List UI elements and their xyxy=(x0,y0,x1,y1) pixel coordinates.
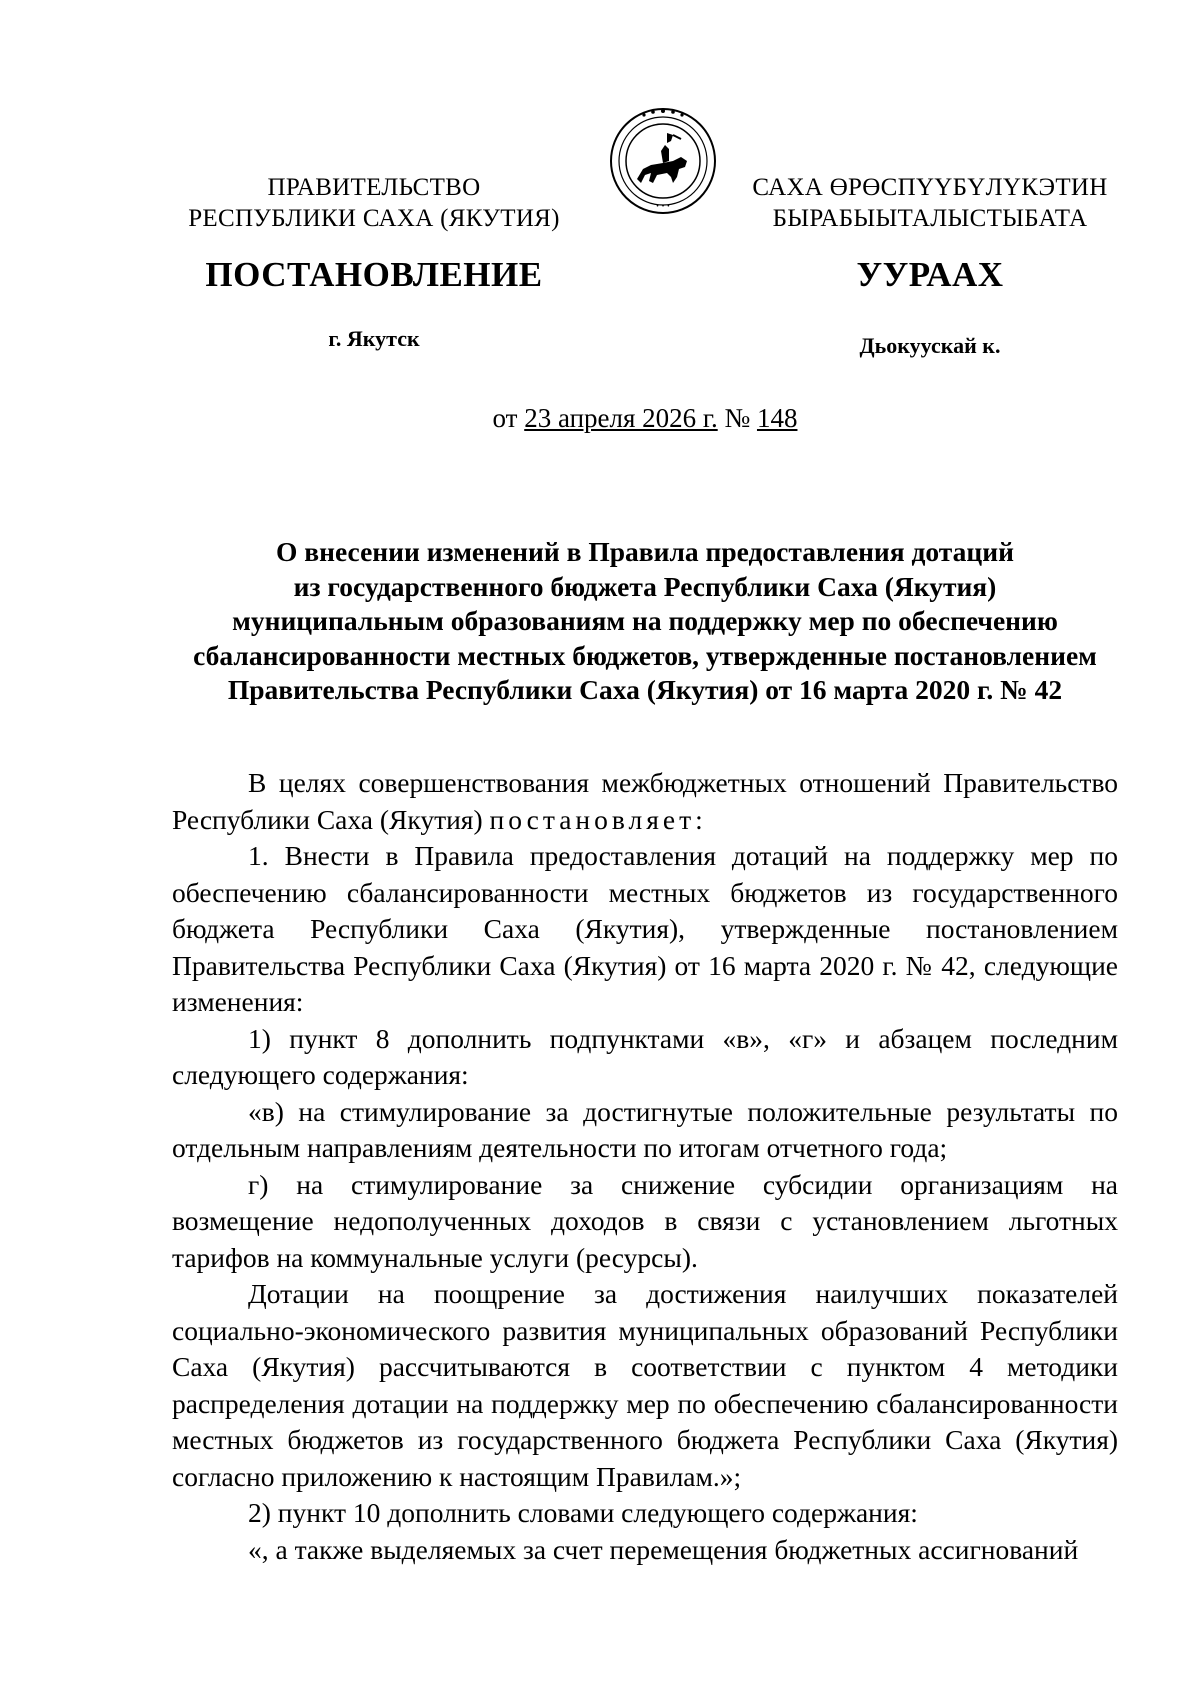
date-and-number-line xyxy=(0,403,1200,434)
resolves-word: постановляет: xyxy=(489,803,707,835)
title-line: Правительства Республики Саха (Якутия) от 16 марта 2020 г. № 42 xyxy=(227,674,1063,705)
right-org-line2: БЫРАБЫЫТАЛЫСТЫБАТА xyxy=(772,205,1088,232)
title-line: из государственного бюджета Республики Саха (Якутия) xyxy=(293,570,997,602)
body-paragraph: «, а также выделяемых за счет перемещения бюджетных ассигнований xyxy=(248,1533,1079,1565)
left-org-line1: ПРАВИТЕЛЬСТВО xyxy=(267,174,481,201)
document-type-yakut: УУРААХ xyxy=(856,255,1004,294)
document-date: 23 апреля 2026 г. xyxy=(524,403,718,433)
body-paragraph xyxy=(172,765,1118,838)
document-number: 148 xyxy=(756,403,798,433)
city-yakut: Дьокуускай к. xyxy=(859,333,1001,358)
right-organization-name xyxy=(740,172,1120,234)
body-paragraph: г) на стимулирование за снижение субсидии организациям на возмещение недополученных доходов в связи с установлением льготных тарифов на коммунальные услуги (ресурсы). xyxy=(172,1168,1118,1273)
left-org-line2: РЕСПУБЛИКИ САХА (ЯКУТИЯ) xyxy=(188,205,560,232)
title-line: сбалансированности местных бюджетов, утвержденные постановлением xyxy=(193,639,1097,671)
number-sign: № xyxy=(724,403,751,433)
body-paragraph: «в) на стимулирование за достигнутые положительные результаты по отдельным направлениям деятельности по итогам отчетного года; xyxy=(172,1095,1118,1163)
preamble-text: В целях совершенствования межбюджетных отношений Правительство Республики Саха (Якутия) xyxy=(172,767,1118,835)
body-paragraph: 2) пункт 10 дополнить словами следующего содержания: xyxy=(248,1497,918,1528)
title-line: О внесении изменений в Правила предоставления дотаций xyxy=(276,536,1014,567)
city-russian: г. Якутск xyxy=(328,326,420,351)
right-org-line1: САХА ӨРӨСПҮҮБҮЛҮКЭТИН xyxy=(752,174,1108,201)
document-title xyxy=(172,535,1118,708)
svg-text:• • •: • • • xyxy=(655,203,671,210)
body-paragraph: 1) пункт 8 дополнить подпунктами «в», «г» и абзацем последним следующего содержания: xyxy=(172,1022,1118,1090)
body-paragraph: Дотации на поощрение за достижения наилучших показателей социально-экономического развития муниципальных образований Республики Саха (Якутия) рассчитываются в соответствии с пунктом 4 методики распределения дотации на поддержку мер по обеспечению сбалансированности местных бюджетов из государственного бюджета Республики Саха (Якутия) согласно приложению к настоящим Правилам.»; xyxy=(172,1278,1118,1492)
body-paragraph: 1. Внести в Правила предоставления дотаций на поддержку мер по обеспечению сбалансированности местных бюджетов из государственного бюджета Республики Саха (Якутия), утвержденные постановлением Правительства Республики Саха (Якутия) от 16 марта 2020 г. № 42, следующие изменения: xyxy=(172,840,1118,1017)
date-prefix: от xyxy=(492,403,518,433)
document-type-russian: ПОСТАНОВЛЕНИЕ xyxy=(205,255,543,294)
document-body xyxy=(172,765,1118,1568)
coat-of-arms-emblem-icon xyxy=(607,105,719,217)
left-organization-name xyxy=(172,172,576,234)
title-line: муниципальным образованиям на поддержку мер по обеспечению xyxy=(232,605,1058,636)
